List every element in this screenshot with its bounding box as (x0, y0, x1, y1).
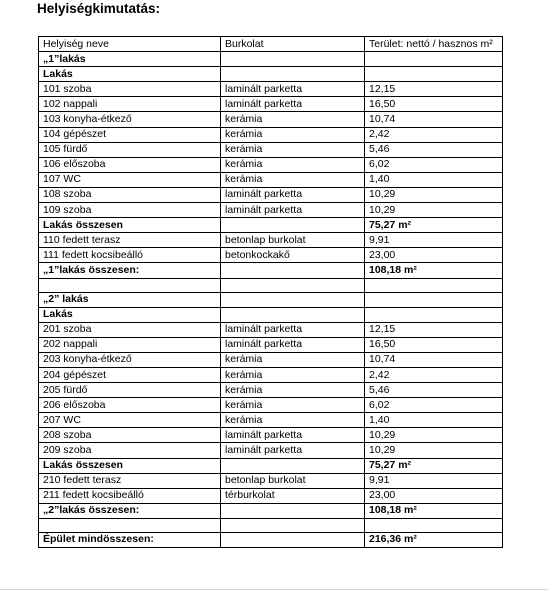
flooring-cell: laminált parketta (221, 322, 365, 337)
room-name-cell: 109 szoba (39, 203, 221, 218)
spacer-row (39, 278, 503, 292)
area-cell: 6,02 (365, 157, 503, 172)
area-cell: 16,50 (365, 97, 503, 112)
table-row (39, 142, 503, 157)
table-row (39, 367, 503, 382)
header-flooring: Burkolat (221, 37, 365, 52)
table-row (39, 413, 503, 428)
header-room-name: Helyiség neve (39, 37, 221, 52)
room-name-cell: 205 fürdő (39, 383, 221, 398)
document-title: Helyiségkimutatás: (37, 1, 161, 16)
summary-row (39, 52, 503, 67)
flooring-cell (221, 218, 365, 233)
area-cell: 75,27 m² (365, 218, 503, 233)
room-name-cell (39, 518, 221, 532)
room-name-cell: „1”lakás (39, 52, 221, 67)
area-cell: 9,91 (365, 473, 503, 488)
spacer-row (39, 518, 503, 532)
area-cell (365, 292, 503, 307)
summary-row (39, 292, 503, 307)
area-cell: 10,29 (365, 443, 503, 458)
room-name-cell: „2” lakás (39, 292, 221, 307)
flooring-cell: kerámia (221, 127, 365, 142)
flooring-cell (221, 67, 365, 82)
table-row (39, 187, 503, 202)
table-row (39, 157, 503, 172)
area-cell: 12,15 (365, 82, 503, 97)
area-cell: 1,40 (365, 172, 503, 187)
table-row (39, 203, 503, 218)
room-name-cell: 111 fedett kocsibeálló (39, 248, 221, 263)
header-area: Terület: nettó / hasznos m² (365, 37, 503, 52)
area-cell (365, 518, 503, 532)
room-name-cell: 204 gépészet (39, 367, 221, 382)
room-name-cell: Lakás összesen (39, 218, 221, 233)
room-name-cell: 210 fedett terasz (39, 473, 221, 488)
table-row (39, 443, 503, 458)
area-cell: 6,02 (365, 398, 503, 413)
room-name-cell: Lakás összesen (39, 458, 221, 473)
room-name-cell: 209 szoba (39, 443, 221, 458)
area-cell: 108,18 m² (365, 503, 503, 518)
flooring-cell: kerámia (221, 112, 365, 127)
flooring-cell (221, 307, 365, 322)
area-cell: 12,15 (365, 322, 503, 337)
flooring-cell: kerámia (221, 413, 365, 428)
area-cell (365, 278, 503, 292)
flooring-cell (221, 52, 365, 67)
table-row (39, 337, 503, 352)
table-row (39, 233, 503, 248)
room-name-cell: 110 fedett terasz (39, 233, 221, 248)
area-cell: 108,18 m² (365, 263, 503, 278)
table-row (39, 127, 503, 142)
flooring-cell (221, 292, 365, 307)
room-name-cell: Épület mindösszesen: (39, 532, 221, 547)
room-name-cell: „2”lakás összesen: (39, 503, 221, 518)
area-cell: 2,42 (365, 127, 503, 142)
area-cell: 16,50 (365, 337, 503, 352)
table-body (39, 37, 503, 548)
summary-row (39, 218, 503, 233)
flooring-cell (221, 532, 365, 547)
area-cell: 216,36 m² (365, 532, 503, 547)
flooring-cell: laminált parketta (221, 337, 365, 352)
flooring-cell (221, 503, 365, 518)
flooring-cell: betonkockakő (221, 248, 365, 263)
flooring-cell: kerámia (221, 367, 365, 382)
table-row (39, 398, 503, 413)
room-name-cell: Lakás (39, 67, 221, 82)
summary-row (39, 307, 503, 322)
area-cell: 23,00 (365, 248, 503, 263)
room-name-cell: 207 WC (39, 413, 221, 428)
flooring-cell (221, 263, 365, 278)
table-row (39, 383, 503, 398)
table-row (39, 248, 503, 263)
area-cell (365, 52, 503, 67)
area-cell (365, 67, 503, 82)
area-cell: 10,29 (365, 203, 503, 218)
room-name-cell: 203 konyha-étkező (39, 352, 221, 367)
flooring-cell (221, 278, 365, 292)
table-row (39, 97, 503, 112)
area-cell: 5,46 (365, 383, 503, 398)
flooring-cell: laminált parketta (221, 187, 365, 202)
flooring-cell: betonlap burkolat (221, 233, 365, 248)
flooring-cell: laminált parketta (221, 203, 365, 218)
flooring-cell: laminált parketta (221, 443, 365, 458)
room-name-cell: 106 előszoba (39, 157, 221, 172)
flooring-cell: laminált parketta (221, 82, 365, 97)
table-row (39, 428, 503, 443)
flooring-cell: laminált parketta (221, 428, 365, 443)
room-name-cell: 108 szoba (39, 187, 221, 202)
table-row (39, 473, 503, 488)
room-name-cell: 105 fürdő (39, 142, 221, 157)
area-cell: 5,46 (365, 142, 503, 157)
room-name-cell: 102 nappali (39, 97, 221, 112)
area-cell: 75,27 m² (365, 458, 503, 473)
summary-row (39, 67, 503, 82)
room-name-cell: 107 WC (39, 172, 221, 187)
room-name-cell (39, 278, 221, 292)
area-cell: 1,40 (365, 413, 503, 428)
flooring-cell: kerámia (221, 383, 365, 398)
flooring-cell: kerámia (221, 352, 365, 367)
flooring-cell: kerámia (221, 142, 365, 157)
room-name-cell: 208 szoba (39, 428, 221, 443)
room-name-cell: 202 nappali (39, 337, 221, 352)
table-row (39, 112, 503, 127)
flooring-cell: laminált parketta (221, 97, 365, 112)
table-row (39, 488, 503, 503)
summary-row (39, 503, 503, 518)
flooring-cell (221, 518, 365, 532)
page-edge-divider (0, 589, 548, 590)
table-row (39, 322, 503, 337)
room-name-cell: „1”lakás összesen: (39, 263, 221, 278)
area-cell (365, 307, 503, 322)
summary-row (39, 458, 503, 473)
area-cell: 10,74 (365, 352, 503, 367)
room-name-cell: 104 gépészet (39, 127, 221, 142)
table-row (39, 82, 503, 97)
summary-row (39, 532, 503, 547)
table-row (39, 352, 503, 367)
area-cell: 9,91 (365, 233, 503, 248)
flooring-cell: kerámia (221, 398, 365, 413)
flooring-cell: térburkolat (221, 488, 365, 503)
table-header-row (39, 37, 503, 52)
room-name-cell: 103 konyha-étkező (39, 112, 221, 127)
room-name-cell: 206 előszoba (39, 398, 221, 413)
area-cell: 10,29 (365, 187, 503, 202)
room-name-cell: Lakás (39, 307, 221, 322)
area-cell: 10,74 (365, 112, 503, 127)
flooring-cell: kerámia (221, 157, 365, 172)
room-schedule-table (38, 36, 503, 548)
area-cell: 10,29 (365, 428, 503, 443)
room-name-cell: 211 fedett kocsibeálló (39, 488, 221, 503)
summary-row (39, 263, 503, 278)
flooring-cell: kerámia (221, 172, 365, 187)
area-cell: 2,42 (365, 367, 503, 382)
area-cell: 23,00 (365, 488, 503, 503)
flooring-cell (221, 458, 365, 473)
flooring-cell: betonlap burkolat (221, 473, 365, 488)
table-row (39, 172, 503, 187)
room-name-cell: 201 szoba (39, 322, 221, 337)
room-name-cell: 101 szoba (39, 82, 221, 97)
